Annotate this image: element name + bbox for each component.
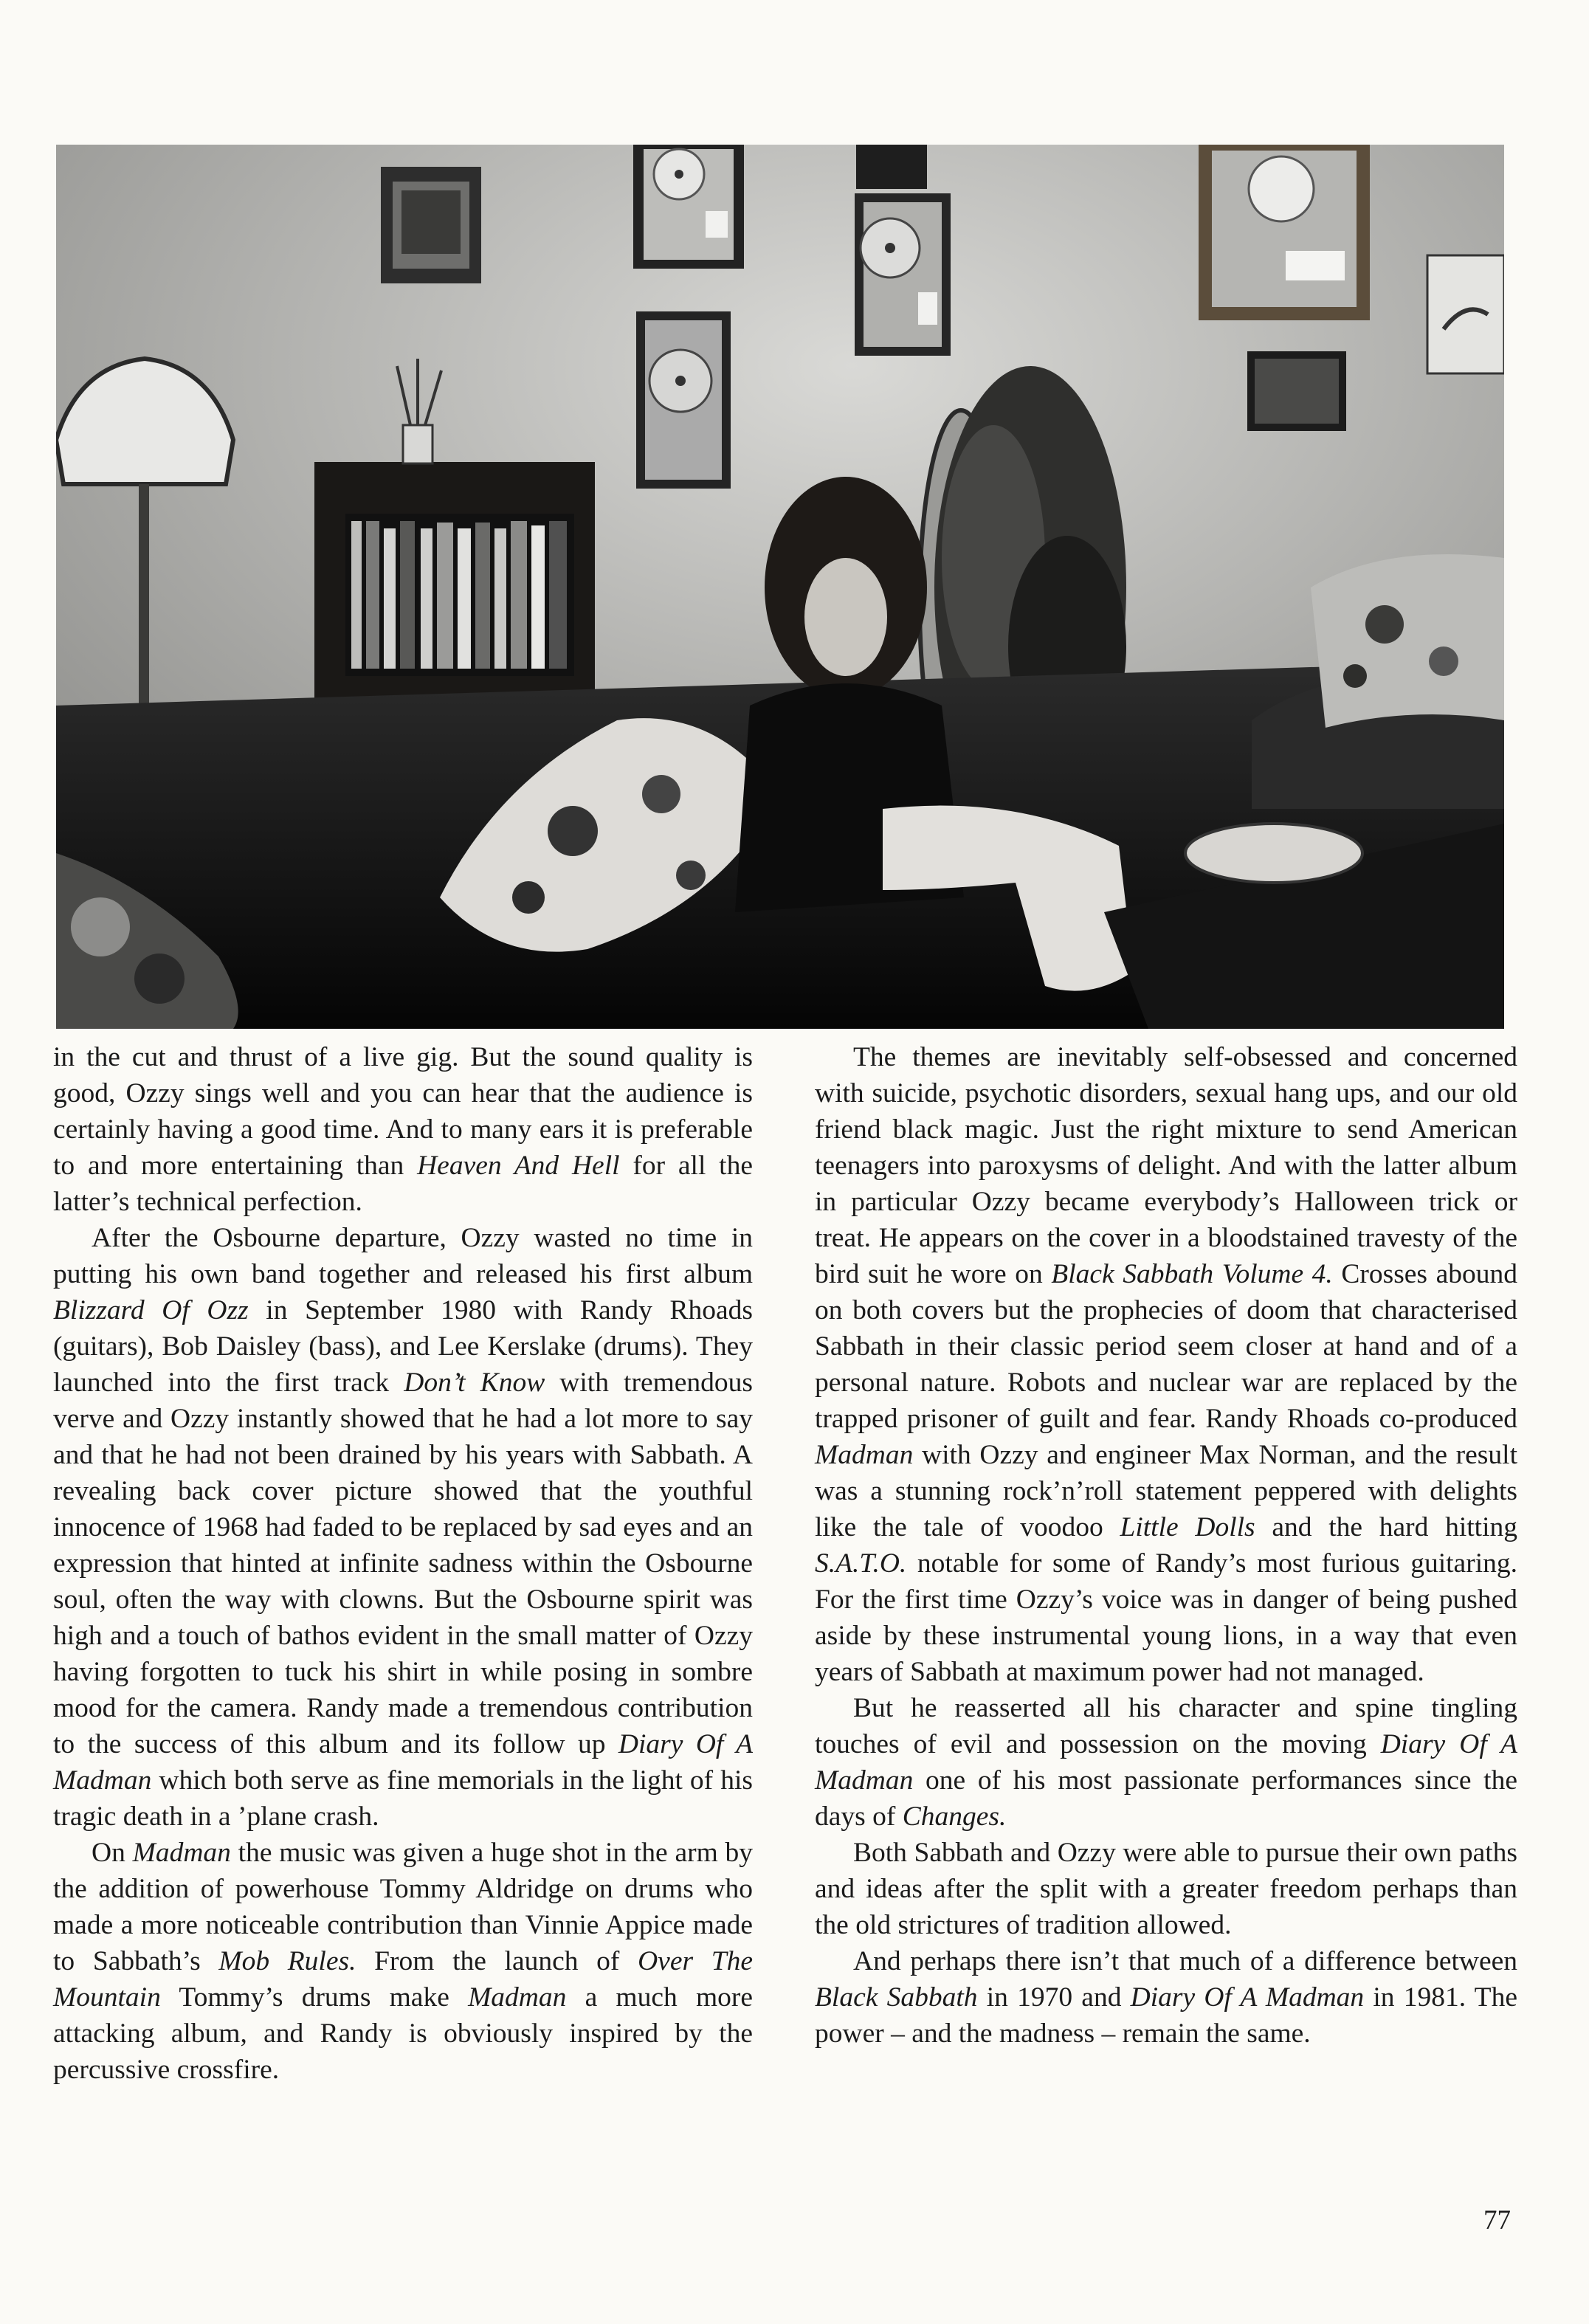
italic-title: Changes.: [902, 1801, 1007, 1832]
text-run: After the Osbourne departure, Ozzy wasted no time in putting his own band together and released his first album: [53, 1223, 753, 1289]
italic-title: Diary Of A Madman: [815, 1729, 1517, 1796]
text-run: with Ozzy and engineer Max Norman, and the result was a stunning rock’n’roll statement peppered with delights like the tale of voodoo: [815, 1440, 1517, 1542]
text-run: one of his most passionate performances since the days of: [815, 1765, 1517, 1832]
paragraph: [53, 1835, 753, 2088]
italic-title: Over The Mountain: [53, 1946, 753, 2013]
italic-title: Madman: [132, 1838, 231, 1868]
framed-picture-3: [1247, 351, 1346, 431]
paragraph: [815, 1835, 1517, 1943]
photograph-icon: [56, 145, 1504, 1029]
framed-sketch: [1427, 255, 1504, 373]
text-run: in 1981. The power – and the madness – remain the same.: [815, 1982, 1517, 2049]
floral-cushion-right: [1311, 554, 1504, 728]
gold-record-2: [855, 193, 951, 356]
italic-title: Madman: [815, 1440, 914, 1470]
italic-title: Black Sabbath: [815, 1982, 978, 2013]
italic-title: Black Sabbath Volume 4.: [1051, 1259, 1333, 1289]
text-run: On: [92, 1838, 133, 1868]
paragraph: [53, 1039, 753, 1220]
gold-record-3: [636, 311, 731, 489]
paragraph: [815, 1943, 1517, 2052]
framed-picture-2: [856, 145, 927, 189]
text-run: which both serve as fine memorials in the light of his tragic death in a ’plane crash.: [53, 1765, 753, 1832]
paragraph: [815, 1039, 1517, 1690]
gold-record-1: [633, 145, 744, 269]
text-run: in the cut and thrust of a live gig. But the sound quality is good, Ozzy sings well and you can hear that the audience is certainly having a good time. And to many ears it is preferable to and more entertaining than: [53, 1042, 753, 1181]
text-run: The themes are inevitably self-obsessed and concerned with suicide, psychotic disorders, sexual hang ups, and our old friend black magic. Just the right mixture to send American teenagers into paroxysms of delight. And with the latter album in particular Ozzy became everybody’s Halloween trick or treat. He appears on the cover in a bloodstained travesty of the bird suit he wore on: [815, 1042, 1517, 1289]
page-number: 77: [1483, 2205, 1511, 2235]
text-run: Tommy’s drums make: [160, 1982, 469, 2013]
text-run: And perhaps there isn’t that much of a difference between: [853, 1946, 1517, 1976]
text-run: a much more attacking album, and Randy is obviously inspired by the percussive crossfire.: [53, 1982, 754, 2085]
italic-title: Blizzard Of Ozz: [53, 1295, 249, 1325]
italic-title: Mob Rules.: [218, 1946, 356, 1976]
text-run: and the hard hitting: [1255, 1512, 1518, 1542]
text-run: in September 1980 with Randy Rhoads (guitars), Bob Daisley (bass), and Lee Kerslake (drums). They launched into the first track: [53, 1295, 754, 1398]
paragraph: [53, 1220, 753, 1835]
right-column: [815, 1039, 1517, 2052]
text-run: Both Sabbath and Ozzy were able to pursue their own paths and ideas after the split with a greater freedom perhaps than the old strictures of tradition allowed.: [815, 1838, 1517, 1940]
italic-title: Diary Of A Madman: [1130, 1982, 1365, 2013]
text-run: for all the latter’s technical perfection.: [53, 1151, 753, 1217]
text-run: the music was given a huge shot in the arm by the addition of powerhouse Tommy Aldridge on drums who made a more noticeable contribution than Vinnie Appice made to Sabbath’s: [53, 1838, 753, 1976]
text-run: with tremendous verve and Ozzy instantly showed that he had a lot more to say and that he had not been drained by his years with Sabbath. A revealing back cover picture showed that the youthful innocence of 1968 had faded to be replaced by sad eyes and an expression that hinted at infinite sadness within the Osbourne soul, often the way with clowns. But the Osbourne spirit was high and a touch of bathos evident in the small matter of Ozzy having forgotten to tuck his shirt in while posing in sombre mood for the camera. Randy made a tremendous contribution to the success of this album and its follow up: [53, 1368, 753, 1759]
text-run: Crosses abound on both covers but the prophecies of doom that characterised Sabbath in their classic period seem closer at hand and of a personal nature. Robots and nuclear war are replaced by the trapped prisoner of guilt and fear. Randy Rhoads co-produced: [815, 1259, 1517, 1434]
italic-title: Madman: [468, 1982, 567, 2013]
framed-picture-1: [381, 167, 481, 283]
italic-title: S.A.T.O.: [815, 1548, 907, 1579]
italic-title: Heaven And Hell: [417, 1151, 620, 1181]
text-run: But he reasserted all his character and spine tingling touches of evil and possession on the moving: [815, 1693, 1517, 1759]
italic-title: Don’t Know: [404, 1368, 545, 1398]
italic-title: Little Dolls: [1120, 1512, 1255, 1542]
photograph: [56, 145, 1504, 1029]
text-run: notable for some of Randy’s most furious guitaring. For the first time Ozzy’s voice was in danger of being pushed aside by these instrumental young lions, in a way that even years of Sabbath at maximum power had not managed.: [815, 1548, 1517, 1687]
text-run: From the launch of: [356, 1946, 638, 1976]
italic-title: Diary Of A Madman: [53, 1729, 754, 1796]
gold-record-4: [1199, 145, 1370, 320]
text-run: in 1970 and: [977, 1982, 1131, 2013]
left-column: [53, 1039, 753, 2088]
paragraph: [815, 1690, 1517, 1835]
